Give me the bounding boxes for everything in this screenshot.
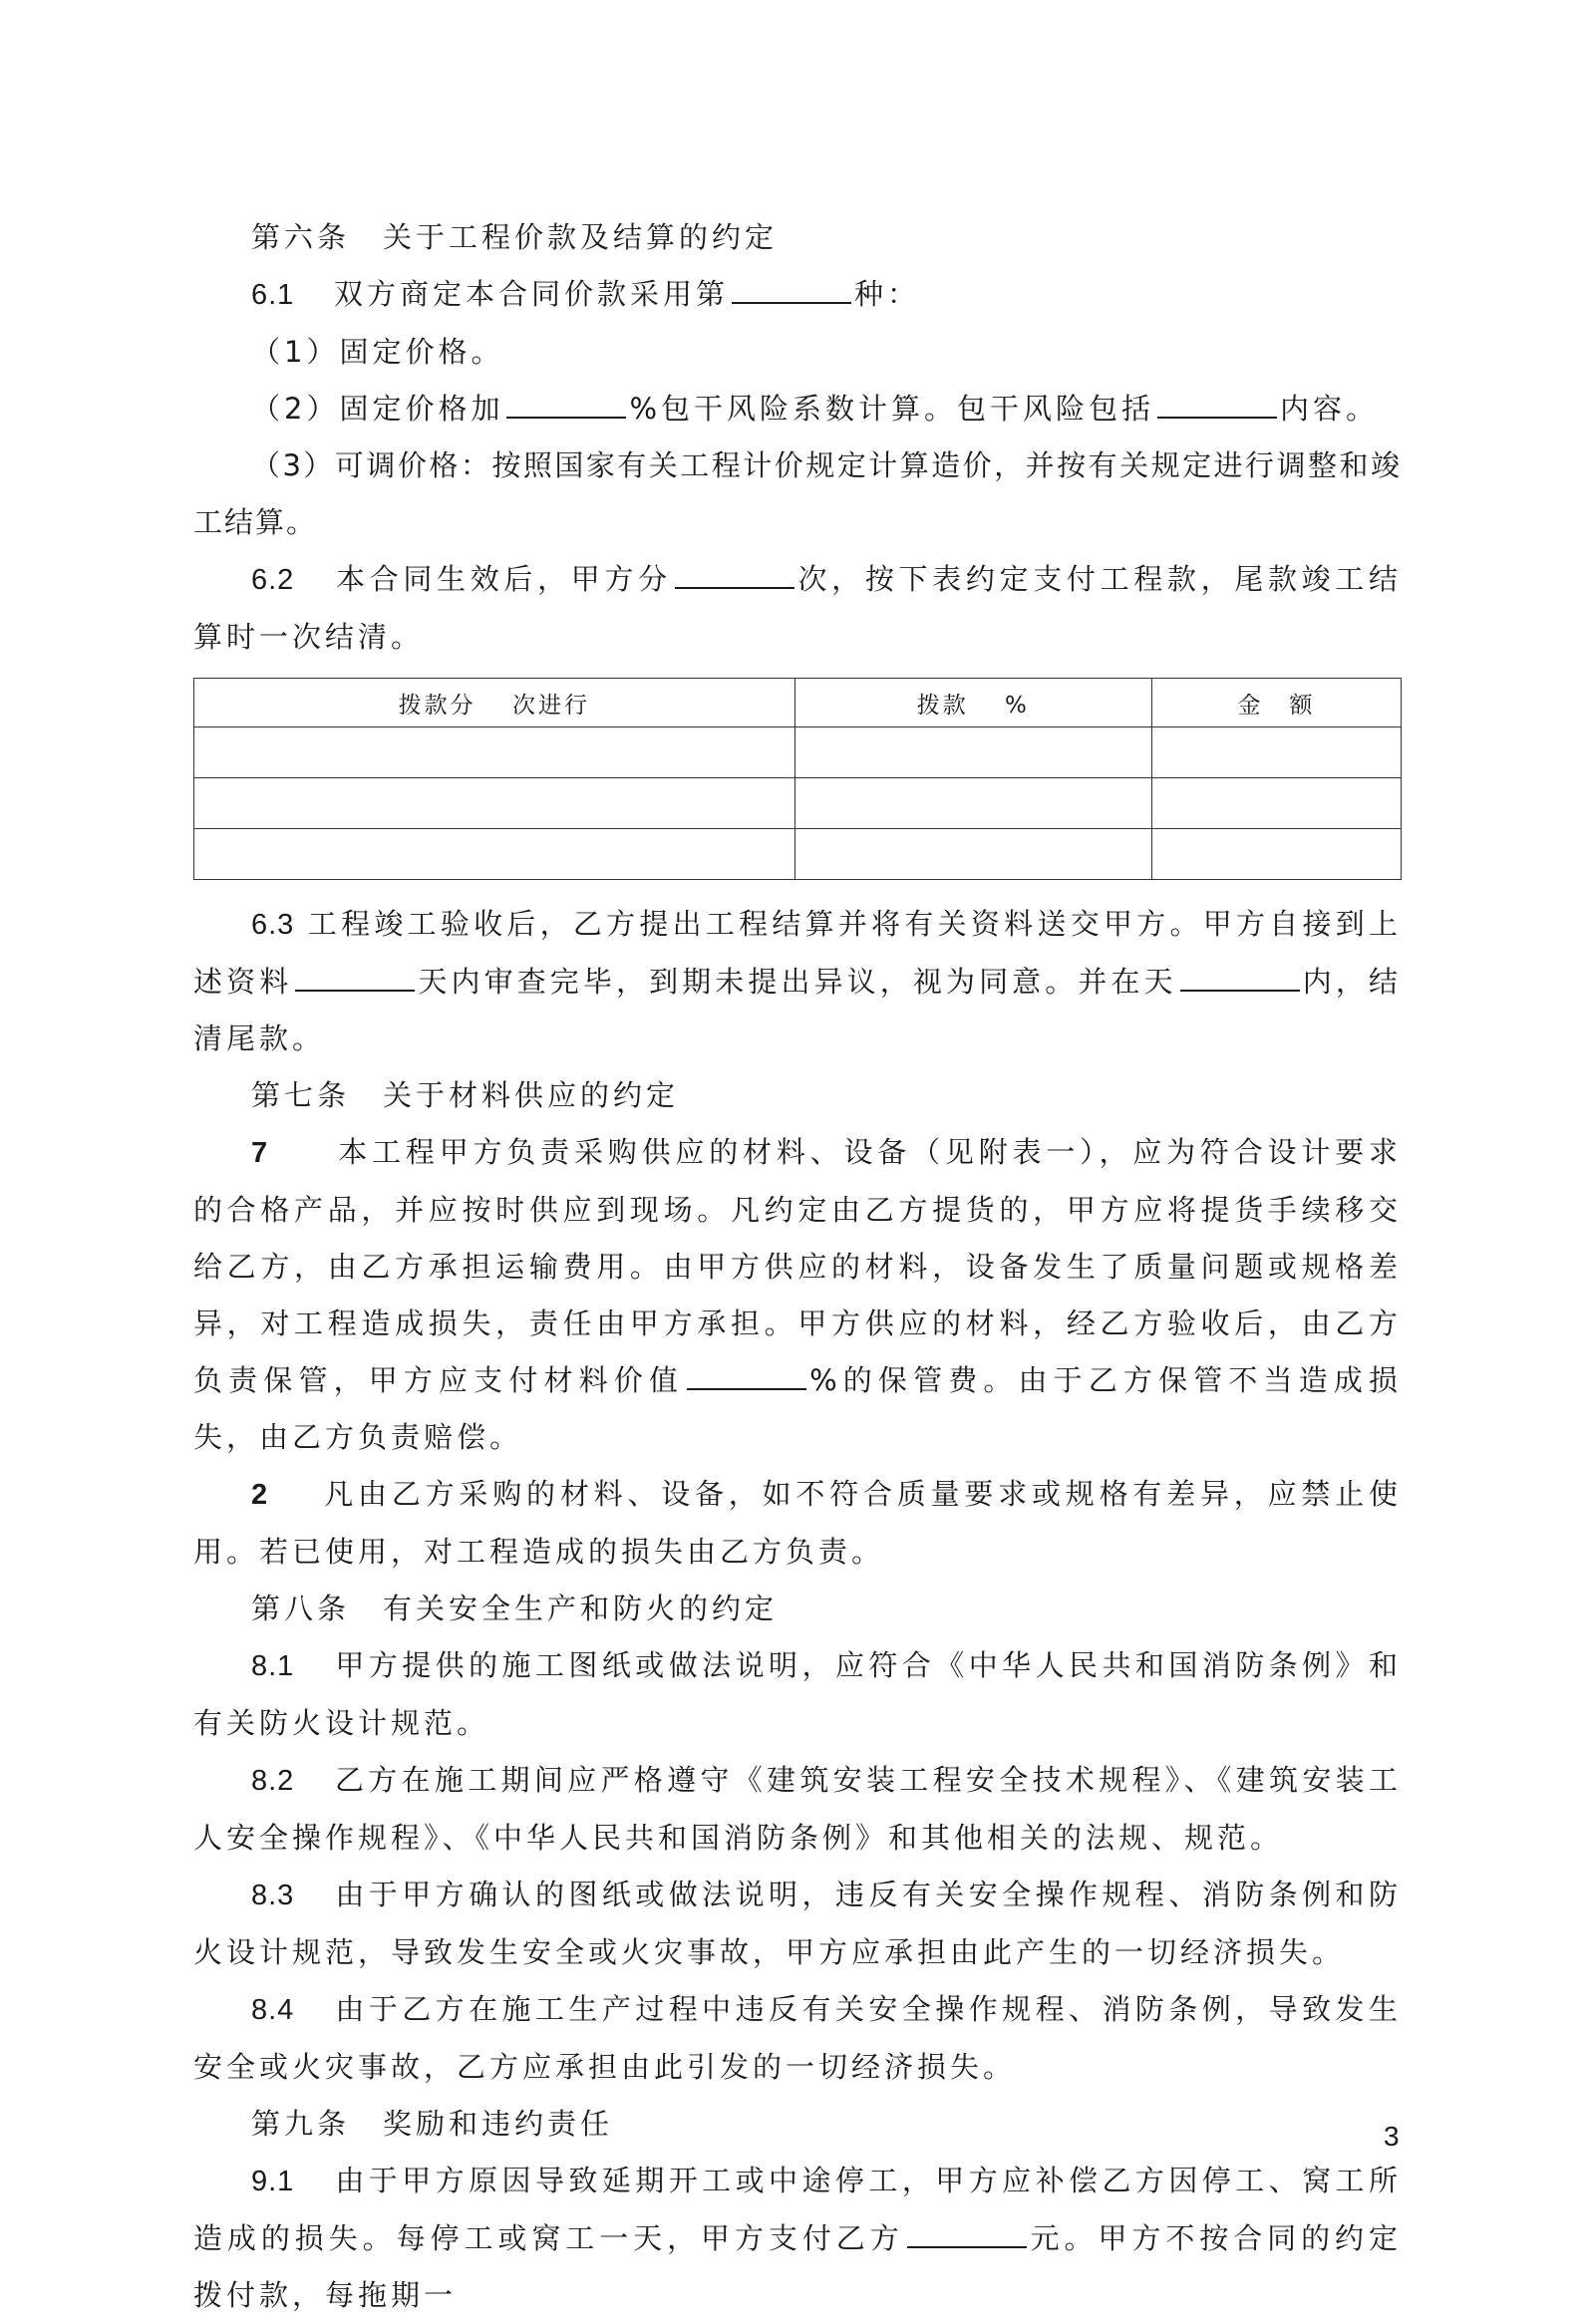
clause-text: 本工程甲方负责采购供应的材料、设备（见附表一），应为符合设计要求的合格产品，并应按时供应到现场。凡约定由乙方提货的，甲方应将提货手续移交给乙方，由乙方承担运输费用。由甲方供应的材料，设备发生了质量问题或规格差异，对工程造成损失，责任由甲方承担。甲方供应的材料，经乙方验收后，由乙方负责保管，甲方应支付材料价值 <box>193 1135 1402 1397</box>
option-number: （1） <box>251 335 340 369</box>
fill-blank <box>907 2218 1027 2248</box>
clause-number: 8.4 <box>251 1994 295 2026</box>
fill-blank <box>1157 389 1277 419</box>
clause-text: 元。甲方不按合同的约定拨付款，每拖期一 <box>193 2221 1402 2312</box>
fill-blank <box>732 274 851 304</box>
table-cell <box>794 778 1151 829</box>
option-text: 内容。 <box>1280 392 1380 426</box>
clause-text: 由于甲方确认的图纸或做法说明，违反有关安全操作规程、消防条例和防火设计规范，导致发生安全或火灾事故，甲方应承担由此产生的一切经济损失。 <box>193 1878 1402 1969</box>
clause-8-3 <box>193 1867 1402 1981</box>
table-cell <box>194 778 795 829</box>
clause-text: 由于甲方原因导致延期开工或中途停工，甲方应补偿乙方因停工、窝工所造成的损失。每停工或窝工一天，甲方支付乙方 <box>193 2164 1402 2255</box>
table-cell <box>1152 829 1402 880</box>
header-installment: 拨款分 次进行 <box>194 679 795 727</box>
fill-blank <box>1180 962 1300 992</box>
clause-text: %的保管费。由于乙方保管不当造成损失，由乙方负责赔偿。 <box>193 1363 1402 1454</box>
fill-blank <box>675 559 794 589</box>
clause-text: 工程竣工验收后，乙方提出工程结算并将有关资料送交甲方。甲方自接到上述资料 <box>193 907 1402 999</box>
option-3 <box>193 437 1402 551</box>
option-text: %包干风险系数计算。包干风险包括 <box>629 392 1155 426</box>
clause-text: 乙方在施工期间应严格遵守《建筑安装工程安全技术规程》、《建筑安装工人安全操作规程》、《中华人民共和国消防条例》和其他相关的法规、规范。 <box>193 1763 1402 1855</box>
clause-7-1 <box>193 1124 1402 1466</box>
clause-number: 8.3 <box>251 1880 295 1911</box>
clause-number: 6.3 <box>251 909 295 941</box>
clause-text: 本合同生效后，甲方分 <box>336 562 672 596</box>
clause-8-2 <box>193 1752 1402 1867</box>
table-cell <box>1152 778 1402 829</box>
clause-7-2 <box>193 1466 1402 1581</box>
table-header-row <box>194 679 1402 727</box>
clause-number: 6.2 <box>251 564 295 596</box>
clause-text: 凡由乙方采购的材料、设备，如不符合质量要求或规格有差异，应禁止使用。若已使用，对工程造成的损失由乙方负责。 <box>193 1477 1402 1569</box>
table-cell <box>194 829 795 880</box>
table-cell <box>794 727 1151 778</box>
clause-number: 9.1 <box>251 2166 295 2197</box>
table-row <box>194 778 1402 829</box>
article-8-heading: 第八条 有关安全生产和防火的约定 <box>251 1592 779 1625</box>
option-2 <box>193 381 1402 437</box>
clause-text: 双方商定本合同价款采用第 <box>333 277 729 311</box>
clause-text: 种： <box>854 277 921 311</box>
option-1 <box>193 324 1402 381</box>
fill-blank <box>295 962 415 992</box>
table-cell <box>1152 727 1402 778</box>
header-amount: 金 额 <box>1152 679 1402 727</box>
clause-text: 天内审查完毕，到期未提出异议，视为同意。并在天 <box>418 965 1177 999</box>
clause-number: 8.2 <box>251 1765 295 1797</box>
article-9-heading: 第九条 奖励和违约责任 <box>251 2107 614 2141</box>
table-row <box>194 727 1402 778</box>
clause-8-1 <box>193 1637 1402 1752</box>
fill-blank <box>506 389 626 419</box>
clause-6-3 <box>193 896 1402 1067</box>
clause-text: 次，按下表约定支付工程款，尾款竣工结算时一次结清。 <box>193 562 1402 654</box>
table-cell <box>194 727 795 778</box>
clause-number: 6.1 <box>251 279 295 311</box>
clause-6-2 <box>193 551 1402 666</box>
article-6-heading: 第六条 关于工程价款及结算的约定 <box>251 220 779 254</box>
document-body <box>193 209 1402 2324</box>
clause-number: 7 <box>251 1137 269 1169</box>
article-7-heading: 第七条 关于材料供应的约定 <box>251 1078 680 1112</box>
clause-8-4 <box>193 1981 1402 2096</box>
option-text: 可调价格：按照国家有关工程计价规定计算造价，并按有关规定进行调整和竣工结算。 <box>193 448 1402 539</box>
payment-schedule-table <box>193 678 1402 880</box>
fill-blank <box>687 1360 806 1390</box>
option-number: （3） <box>251 448 335 482</box>
clause-text: 内，结清尾款。 <box>193 965 1402 1055</box>
page-number: 3 <box>1384 2121 1400 2152</box>
clause-number: 8.1 <box>251 1650 295 1682</box>
clause-text: 由于乙方在施工生产过程中违反有关安全操作规程、消防条例，导致发生安全或火灾事故，乙方应承担由此引发的一切经济损失。 <box>193 1992 1402 2084</box>
option-text: 固定价格。 <box>339 335 504 369</box>
clause-9-1 <box>193 2153 1402 2324</box>
option-text: 固定价格加 <box>339 392 504 426</box>
clause-number: 2 <box>251 1479 269 1511</box>
option-number: （2） <box>251 392 340 426</box>
table-row <box>194 829 1402 880</box>
header-percent: 拨款 % <box>794 679 1151 727</box>
table-cell <box>794 829 1151 880</box>
clause-text: 甲方提供的施工图纸或做法说明，应符合《中华人民共和国消防条例》和有关防火设计规范。 <box>193 1648 1402 1740</box>
clause-6-1 <box>193 266 1402 324</box>
